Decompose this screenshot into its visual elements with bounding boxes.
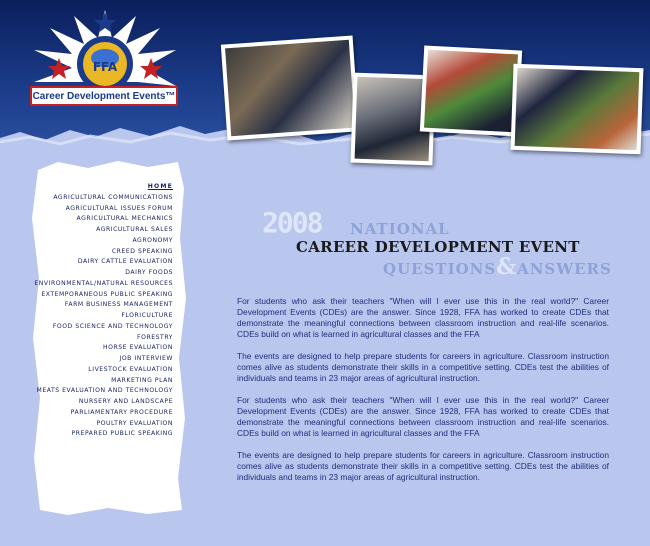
intro-text [237, 296, 609, 494]
intro-paragraph: The events are designed to help prepare students for careers in agriculture. Classroom instruction comes alive as students demonstrate their skills in a competitive setting. CDEs test the abilities of individuals and teams in 23 major areas of agricultural instruction. [237, 450, 609, 482]
nav-meats-evaluation-and-technology[interactable]: MEATS EVALUATION AND TECHNOLOGY [36, 387, 173, 395]
nav-forestry[interactable]: FORESTRY [137, 333, 173, 341]
logo-banner-text: Career Development Events™ [32, 90, 176, 102]
nav-environmental-natural-resources[interactable]: ENVIRONMENTAL/NATURAL RESOURCES [34, 279, 173, 287]
nav-agricultural-mechanics[interactable]: AGRICULTURAL MECHANICS [76, 215, 173, 223]
nav-creed-speaking[interactable]: CREED SPEAKING [111, 247, 173, 255]
photo-image [424, 50, 518, 133]
title-year: 2008 [262, 206, 322, 239]
page-title: CAREER DEVELOPMENT EVENT [296, 238, 580, 256]
nav-agricultural-communications[interactable]: AGRICULTURAL COMMUNICATIONS [53, 193, 173, 201]
photo-students-plants [420, 45, 522, 136]
nav-nursery-and-landscape[interactable]: NURSERY AND LANDSCAPE [78, 398, 173, 405]
intro-paragraph: For students who ask their teachers "When will I ever use this in the real world?" Career Development Events (CDEs) are the answer. Since 1928, FFA has worked to create CDEs that demonstrate the meaningful connections between classroom instruction and real-life scenarios. CDEs build on what is learned in agricultural classes and the FFA [237, 296, 609, 339]
logo-banner [30, 86, 178, 106]
title-ampersand: & [496, 254, 518, 280]
nav-extemporaneous-public-speaking[interactable]: EXTEMPORANEOUS PUBLIC SPEAKING [41, 290, 173, 298]
nav-poultry-evaluation[interactable]: POULTRY EVALUATION [96, 419, 173, 427]
nav-agricultural-issues-forum[interactable]: AGRICULTURAL ISSUES FORUM [65, 204, 173, 212]
nav-dairy-cattle-evaluation[interactable]: DAIRY CATTLE EVALUATION [77, 258, 173, 266]
nav-dairy-foods[interactable]: DAIRY FOODS [125, 269, 173, 276]
intro-paragraph: The events are designed to help prepare students for careers in agriculture. Classroom instruction comes alive as students demonstrate their skills in a competitive setting. CDEs test the abilities of individuals and teams in 23 major areas of agricultural instruction. [237, 351, 609, 383]
nav-agronomy[interactable]: AGRONOMY [132, 236, 173, 244]
title-questions: QUESTIONS [383, 260, 497, 278]
nav-prepared-public-speaking[interactable]: PREPARED PUBLIC SPEAKING [71, 430, 173, 438]
nav-job-interview[interactable]: JOB INTERVIEW [119, 355, 173, 362]
nav-marketing-plan[interactable]: MARKETING PLAN [111, 376, 173, 384]
nav-parliamentary-procedure[interactable]: PARLIAMENTARY PROCEDURE [70, 408, 173, 416]
photo-image [225, 40, 355, 136]
photo-students-floriculture [511, 64, 644, 154]
nav-livestock-evaluation[interactable]: LIVESTOCK EVALUATION [88, 365, 173, 373]
nav-floriculture[interactable]: FLORICULTURE [121, 312, 173, 319]
photo-students-workshop [221, 36, 359, 141]
title-answers: ANSWERS [517, 260, 612, 278]
nav-food-science-and-technology[interactable]: FOOD SCIENCE AND TECHNOLOGY [52, 322, 173, 330]
nav-home[interactable]: HOME [147, 183, 173, 190]
nav-horse-evaluation[interactable]: HORSE EVALUATION [103, 344, 173, 352]
title-questions-answers [383, 254, 612, 280]
title-national: NATIONAL [350, 220, 450, 238]
intro-paragraph: For students who ask their teachers "When will I ever use this in the real world?" Career Development Events (CDEs) are the answer. Since 1928, FFA has worked to create CDEs that demonstrate the meaningful connections between classroom instruction and real-life scenarios. CDEs build on what is learned in agricultural classes and the FFA [237, 395, 609, 438]
nav-agricultural-sales[interactable]: AGRICULTURAL SALES [96, 226, 173, 233]
photo-image [515, 68, 640, 150]
svg-text:FFA: FFA [92, 60, 118, 74]
event-nav [32, 182, 173, 440]
nav-farm-business-management[interactable]: FARM BUSINESS MANAGEMENT [64, 301, 173, 309]
